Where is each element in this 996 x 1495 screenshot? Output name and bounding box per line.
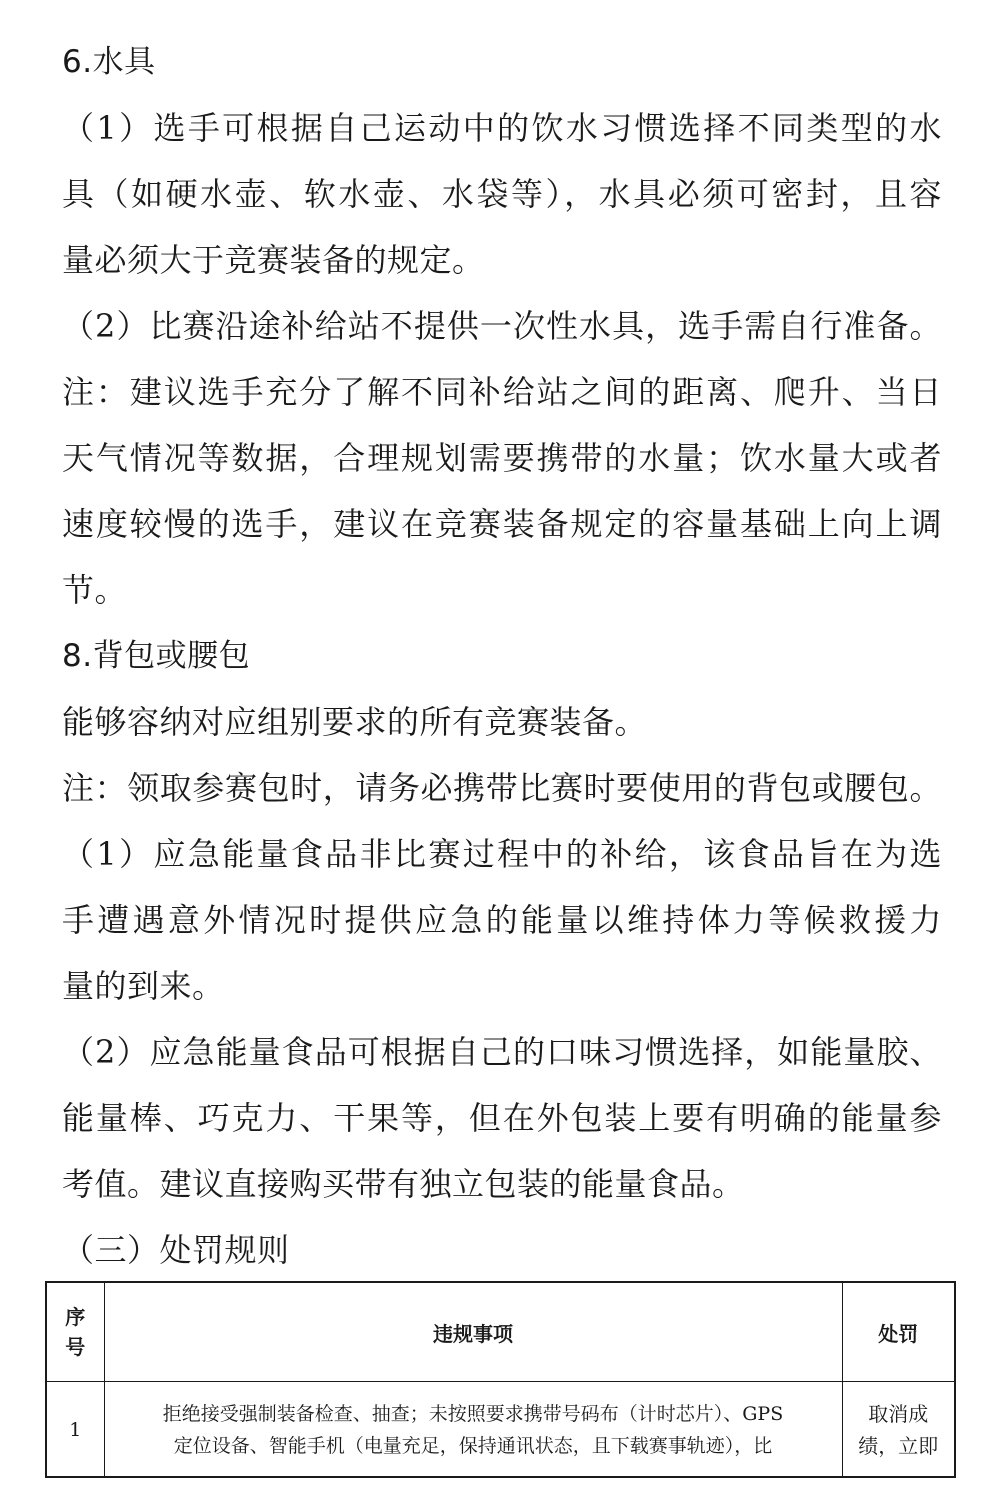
- table-bottom-border: [45, 1476, 954, 1478]
- row-penalty-line2: 绩，立即: [858, 1434, 939, 1458]
- paragraph-line: 手遭遇意外情况时提供应急的能量以维持体力等候救援力: [62, 901, 942, 939]
- paragraph-line: 量的到来。: [62, 967, 225, 1005]
- paragraph-line: 考值。建议直接购买带有独立包装的能量食品。: [62, 1165, 745, 1203]
- row-violation-item-line1: 拒绝接受强制装备检查、抽查；未按照要求携带号码布（计时芯片）、GPS: [162, 1403, 784, 1425]
- paragraph-line: （2）应急能量食品可根据自己的口味习惯选择，如能量胶、: [62, 1033, 942, 1071]
- paragraph-line: 能够容纳对应组别要求的所有竞赛装备。: [62, 703, 648, 741]
- row-violation-item: [104, 1382, 842, 1479]
- paragraph-line: （1）选手可根据自己运动中的饮水习惯选择不同类型的水: [62, 109, 942, 147]
- row-seq: 1: [46, 1382, 104, 1479]
- section-heading-penalty-rules: （三）处罚规则: [62, 1231, 290, 1269]
- paragraph-line: 节。: [62, 571, 128, 609]
- row-violation-item-line2: 定位设备、智能手机（电量充足，保持通讯状态，且下载赛事轨迹），比: [173, 1435, 773, 1457]
- row-penalty-line1: 取消成: [868, 1402, 929, 1426]
- paragraph-line: 注：建议选手充分了解不同补给站之间的距离、爬升、当日: [62, 373, 942, 411]
- section-heading-water-container: 6.水具: [62, 44, 156, 80]
- header-seq-line2: 号: [65, 1335, 86, 1359]
- paragraph-line: 具（如硬水壶、软水壶、水袋等），水具必须可密封，且容: [62, 175, 942, 213]
- paragraph-line: 速度较慢的选手，建议在竞赛装备规定的容量基础上向上调: [62, 505, 942, 543]
- header-seq-line1: 序: [65, 1305, 86, 1329]
- header-seq: [46, 1282, 104, 1382]
- penalty-rules-table: [45, 1281, 956, 1478]
- header-violation-item: 违规事项: [104, 1282, 842, 1382]
- paragraph-line: 量必须大于竞赛装备的规定。: [62, 241, 485, 279]
- paragraph-line: （2）比赛沿途补给站不提供一次性水具，选手需自行准备。: [62, 307, 942, 345]
- paragraph-line: 天气情况等数据，合理规划需要携带的水量；饮水量大或者: [62, 439, 942, 477]
- paragraph-line: 注：领取参赛包时，请务必携带比赛时要使用的背包或腰包。: [62, 769, 942, 807]
- table-header-row: [46, 1282, 955, 1382]
- paragraph-line: （1）应急能量食品非比赛过程中的补给，该食品旨在为选: [62, 835, 942, 873]
- table-row: [46, 1382, 955, 1479]
- section-heading-backpack: 8.背包或腰包: [62, 638, 251, 674]
- paragraph-line: 能量棒、巧克力、干果等，但在外包装上要有明确的能量参: [62, 1099, 942, 1137]
- header-penalty: 处罚: [842, 1282, 955, 1382]
- row-penalty: [842, 1382, 955, 1479]
